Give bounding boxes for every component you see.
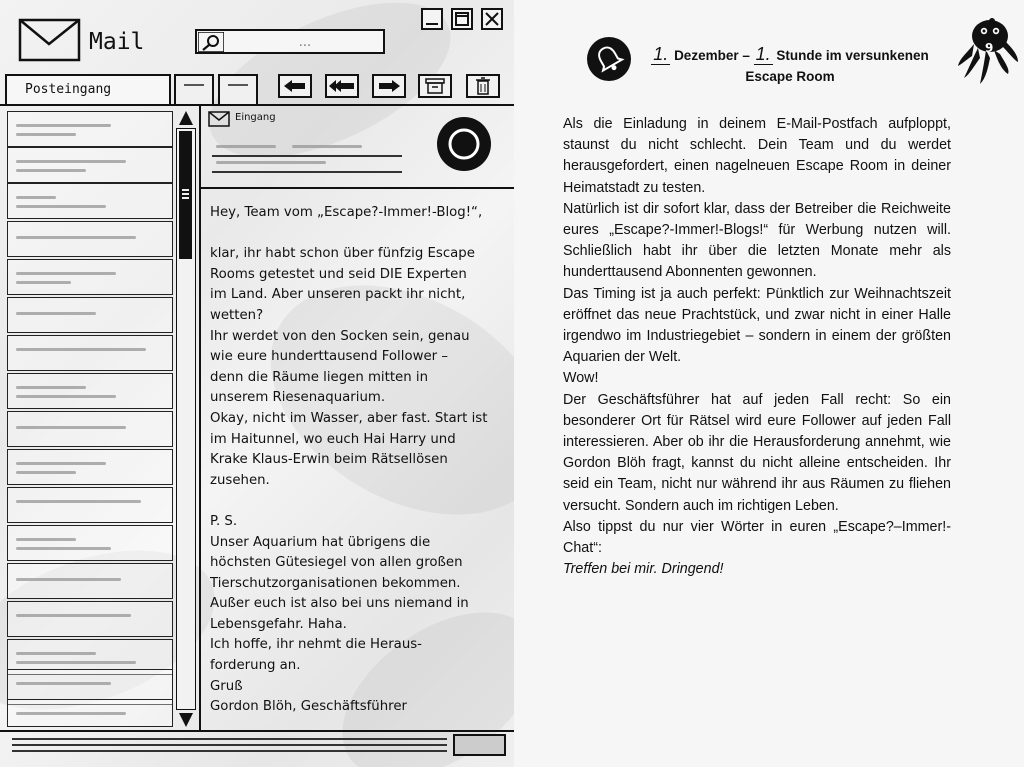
send-button[interactable] bbox=[453, 734, 506, 756]
reply-all-icon bbox=[328, 79, 356, 93]
message-line: wetten? bbox=[210, 307, 264, 323]
heading-line-1 bbox=[640, 44, 940, 66]
heading-month: Dezember – bbox=[674, 48, 750, 63]
list-item[interactable] bbox=[7, 487, 173, 523]
list-item[interactable] bbox=[7, 373, 173, 409]
scroll-thumb[interactable] bbox=[179, 131, 192, 259]
message-body bbox=[210, 203, 500, 718]
message-line: im Haitunnel, wo euch Hai Harry und bbox=[210, 431, 456, 447]
archive-icon bbox=[425, 78, 445, 94]
sender-scribble bbox=[212, 143, 402, 177]
message-line: denn die Räume liegen mitten in bbox=[210, 369, 429, 385]
message-line: forderung an. bbox=[210, 658, 301, 674]
message-line: unserem Riesenaquarium. bbox=[210, 390, 386, 406]
maximize-button[interactable] bbox=[451, 8, 473, 30]
message-line bbox=[210, 491, 500, 512]
story-paragraph: Wow! bbox=[563, 370, 599, 387]
message-line bbox=[210, 224, 500, 245]
tab-inbox-label: Posteingang bbox=[25, 82, 112, 97]
list-item[interactable] bbox=[7, 147, 173, 183]
message-line: Rooms getestet und seid DIE Experten bbox=[210, 266, 467, 282]
story-paragraph: Also tippst du nur vier Wörter in euren „Escape?–Immer!-Chat“: bbox=[563, 518, 951, 557]
message-line: Gruß bbox=[210, 678, 243, 694]
message-list bbox=[0, 106, 199, 730]
envelope-small-icon bbox=[208, 111, 230, 127]
story-chat-message: Treffen bei mir. Dringend! bbox=[563, 561, 724, 578]
delete-button[interactable] bbox=[466, 74, 500, 98]
list-item[interactable] bbox=[7, 563, 173, 599]
scroll-up-icon[interactable] bbox=[178, 110, 194, 126]
message-line: zusehen. bbox=[210, 472, 270, 488]
message-line: höchsten Gütesiegel von allen großen bbox=[210, 555, 463, 571]
close-button[interactable] bbox=[481, 8, 503, 30]
maximize-icon bbox=[453, 10, 471, 28]
list-item[interactable] bbox=[7, 525, 173, 561]
message-line: Hey, Team vom „Escape?-Immer!-Blog!“, bbox=[210, 205, 483, 220]
day-number: 1. bbox=[653, 44, 669, 64]
tab-empty-2[interactable] bbox=[218, 74, 258, 105]
message-line: Ich hoffe, ihr nehmt die Heraus- bbox=[210, 637, 422, 653]
envelope-icon bbox=[18, 18, 82, 64]
badge-number: 9 bbox=[985, 41, 994, 55]
bell-icon bbox=[586, 36, 632, 82]
list-item[interactable] bbox=[7, 335, 173, 371]
scroll-track[interactable] bbox=[176, 128, 196, 710]
list-item[interactable] bbox=[7, 259, 173, 295]
frame-divider bbox=[200, 187, 514, 189]
archive-button[interactable] bbox=[418, 74, 452, 98]
list-item[interactable] bbox=[7, 411, 173, 447]
message-line: Okay, nicht im Wasser, aber fast. Start ist bbox=[210, 410, 488, 426]
tab-inbox[interactable] bbox=[5, 74, 171, 105]
message-line: Ihr werdet von den Socken sein, genau bbox=[210, 328, 470, 344]
story-text bbox=[563, 114, 951, 580]
message-line: Gordon Blöh, Geschäftsführer bbox=[210, 699, 407, 715]
list-item[interactable] bbox=[7, 297, 173, 333]
minimize-button[interactable] bbox=[421, 8, 443, 30]
frame-divider bbox=[199, 104, 201, 731]
tab-empty-1[interactable] bbox=[174, 74, 214, 105]
list-item[interactable] bbox=[7, 221, 173, 257]
octopus-icon bbox=[956, 14, 1020, 88]
story-paragraph: Als die Einladung in deinem E-Mail-Postfach aufploppt, staunst du nicht schlecht. Dein Team und du werdet herausgefordert, einen nagelneuen Escape Room in deiner Heimatstadt zu testen. bbox=[563, 116, 951, 196]
minimize-icon bbox=[423, 10, 441, 28]
list-item[interactable] bbox=[7, 183, 173, 219]
message-line: wie eure hunderttausend Follower – bbox=[210, 349, 448, 365]
hour-number: 1. bbox=[755, 44, 771, 64]
reply-icon bbox=[283, 79, 307, 93]
heading-hour-text: Stunde im versunkenen bbox=[776, 48, 929, 63]
trash-icon bbox=[475, 77, 491, 95]
story-paragraph: Der Geschäftsführer hat auf jeden Fall recht: So ein besonderer Ort für Rätsel wird eure Follower auf jeden Fall interessieren. Aber ob ihr die Herausforderung annehmt, wie Gordon Blöh fragt, kannst du nicht alleine entscheiden. Ihr seid ein Team, nicht nur während ihr aus Räumen zu fliehen versucht. Sondern auch im richtigen Leben. bbox=[563, 391, 951, 514]
close-icon bbox=[483, 10, 501, 28]
forward-icon bbox=[377, 79, 401, 93]
record-icon[interactable] bbox=[436, 116, 492, 172]
search-input[interactable] bbox=[227, 31, 383, 54]
list-item[interactable] bbox=[7, 601, 173, 637]
search-field[interactable] bbox=[195, 29, 385, 54]
list-item[interactable] bbox=[7, 111, 173, 147]
scrollbar[interactable] bbox=[176, 110, 196, 728]
message-line: klar, ihr habt schon über fünfzig Escape bbox=[210, 246, 475, 262]
list-item[interactable] bbox=[7, 699, 173, 727]
forward-button[interactable] bbox=[372, 74, 406, 98]
heading-line-2: Escape Room bbox=[745, 69, 835, 84]
frame-divider bbox=[0, 730, 514, 732]
scroll-down-icon[interactable] bbox=[178, 712, 194, 728]
list-item[interactable] bbox=[7, 449, 173, 485]
message-line: Außer euch ist also bei uns niemand in bbox=[210, 596, 469, 612]
reply-button[interactable] bbox=[278, 74, 312, 98]
status-line bbox=[12, 738, 447, 740]
magnifier-icon[interactable] bbox=[198, 32, 224, 52]
message-line: Tierschutzorganisationen bekommen. bbox=[210, 575, 461, 591]
message-line: im Land. Aber unseren packt ihr nicht, bbox=[210, 287, 466, 303]
folder-label: Eingang bbox=[235, 112, 276, 123]
app-title: Mail bbox=[89, 29, 145, 55]
story-paragraph: Das Timing ist ja auch perfekt: Pünktlich zur Weihnachtszeit eröffnet das neue Prachtstück, und zwar nicht in einer Halle irgendwo im Industriegebiet – sondern in einem der größten Aquarien der Welt. bbox=[563, 285, 951, 366]
story-paragraph: Natürlich ist dir sofort klar, dass der Betreiber die Reichweite eures „Escape?-Immer!-Blogs!“ für Werbung nutzen will. Schließlich habt ihr über die letzten Monate mehr als hunderttausend Abonnenten gewonnen. bbox=[563, 200, 951, 281]
message-line: P. S. bbox=[210, 513, 238, 529]
reply-all-button[interactable] bbox=[325, 74, 359, 98]
status-line bbox=[12, 744, 447, 746]
status-line bbox=[12, 750, 447, 752]
message-line: Unser Aquarium hat übrigens die bbox=[210, 534, 431, 550]
message-line: Krake Klaus-Erwin beim Rätsellösen bbox=[210, 452, 448, 468]
chapter-heading bbox=[640, 44, 940, 87]
message-line: Lebensgefahr. Haha. bbox=[210, 616, 347, 632]
